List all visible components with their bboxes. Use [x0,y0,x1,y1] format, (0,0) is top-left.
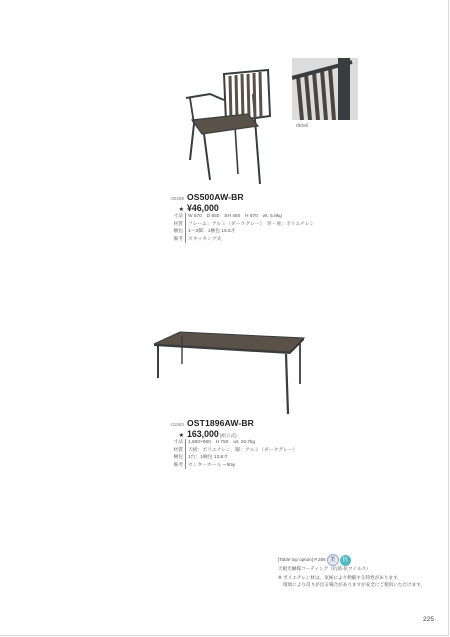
antibacterial-badge-icon: 抗 [340,555,351,566]
spec-row [166,439,366,447]
chair-detail-image [292,58,358,120]
product-name: OS500AW-BR [187,192,244,202]
spec-value: 1,860×960 H 750 wt. 26.7kg [188,440,256,445]
spec-row [166,213,366,221]
product-code: 01593 [171,422,184,427]
spec-label: 材質 [166,221,186,229]
footnote [278,554,443,588]
spec-value: フレーム：アルミ（ダークグレー） 背・座：ポリエチレン [188,221,315,227]
detail-label: detail [296,123,308,129]
spec-label: 梱包 [166,228,186,236]
spec-row [166,462,366,470]
spec-label: 梱包 [166,454,186,462]
spec-value: スタッキング式 [188,236,222,242]
product-name: OST1896AW-BR [187,418,254,428]
note-line: ※ ポリエチレン材は、気候により伸縮する特性があります。 [278,574,402,580]
product-code: 00298 [171,196,184,201]
option-title: [Table top option] P.306 [278,556,326,562]
note-line: 環境により反りが出る場合がありますが安全にご使用いただけます。 [283,581,426,587]
product-price: ¥46,000 [187,203,219,213]
spec-label: 備考 [166,236,186,244]
price-note: (組立式) [219,433,237,438]
star-icon: ★ [178,433,184,439]
option-subtitle: 天板光触媒コーティング（抗菌·抗ウイルス） [278,566,371,571]
spec-label: 寸法 [166,213,186,221]
page-number: 225 [423,616,435,623]
spec-value: 1〜2脚：1梱包 15.5才 [188,229,236,235]
spec-label: 備考 [166,462,186,470]
spec-row [166,221,366,229]
spec-value: 天板：ポリエチレン，脚：アルミ（ダークグレー） [188,447,298,453]
price-row [166,429,366,439]
price-row [166,203,366,213]
beauty-badge-icon: 美 [327,554,339,566]
spec-row [166,228,366,236]
product-header [166,192,366,202]
spec-label: 材質 [166,447,186,455]
product-price: 163,000 [187,429,219,439]
spec-value: 1台：1梱包 13.8才 [188,455,228,461]
product-chair [166,192,366,243]
table-image [150,330,306,416]
spec-row [166,454,366,462]
spec-value: W 570 D 650 SH 450 H 870 wt. 5.8kg [188,214,282,219]
spec-value: センターホール ∼50φ [188,462,236,468]
product-table [166,418,366,469]
spec-row [166,447,366,455]
spec-row [166,236,366,244]
product-header [166,418,366,428]
star-icon: ★ [178,207,184,213]
table-top-option [278,554,443,566]
spec-label: 寸法 [166,439,186,447]
chair-image [180,64,282,188]
